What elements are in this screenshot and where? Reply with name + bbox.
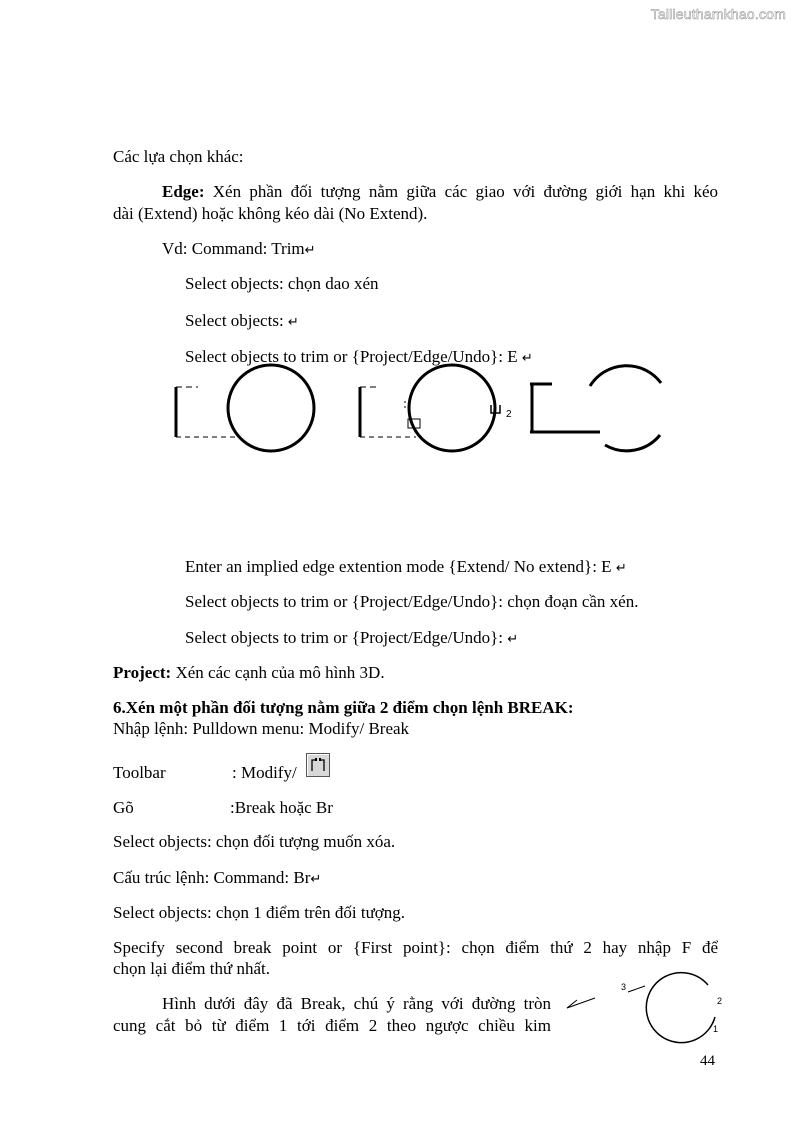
break-point-2-label: 2	[717, 996, 723, 1006]
figure-note-line1: Hình dưới đây đã Break, chú ý rằng với đường tròn	[162, 994, 551, 1013]
select-objects-line1: Select objects: chọn dao xén	[185, 274, 379, 293]
select-objects-line2	[185, 310, 299, 334]
project-label: Project:	[113, 663, 172, 682]
break-point-1-label: 1	[713, 1024, 719, 1034]
toolbar-label: Toolbar	[113, 763, 166, 782]
toolbar-value: : Modify/	[232, 763, 297, 782]
section-heading: 6.Xén một phần đối tượng nằm giữa 2 điểm chọn lệnh BREAK:	[113, 698, 574, 717]
trim-panel-before	[176, 365, 314, 451]
enter-icon: ↵	[615, 561, 627, 576]
specify-line2: chọn lại điểm thứ nhất.	[113, 959, 270, 978]
select-objects-text3: Select objects to trim or {Project/Edge/Undo}: E	[185, 347, 522, 366]
select-objects-text2: Select objects:	[185, 311, 288, 330]
structure-text: Cấu trúc lệnh: Command: Br	[113, 868, 311, 887]
select-trim-line2	[185, 627, 518, 651]
go-label: Gõ	[113, 798, 134, 817]
trim-figure	[160, 355, 680, 460]
structure-line	[113, 867, 321, 891]
other-options-text: Các lựa chọn khác:	[113, 147, 244, 166]
enter-icon: ↵	[310, 872, 322, 887]
trim-panel-after	[530, 366, 661, 451]
input-command-line: Nhập lệnh: Pulldown menu: Modify/ Break	[113, 719, 410, 738]
select-delete-line: Select objects: chọn đối tượng muốn xóa.	[113, 832, 396, 851]
enter-icon: ↵	[287, 315, 299, 330]
enter-implied-text: Enter an implied edge extention mode {Extend/ No extend}: E	[185, 557, 616, 576]
go-value: :Break hoặc Br	[230, 798, 333, 817]
trim-panel-select	[360, 365, 512, 451]
vd-command-line	[162, 238, 316, 262]
specify-line1: Specify second break point or {First point}: chọn điểm thứ 2 hay nhập F để	[113, 938, 718, 957]
edge-label: Edge:	[162, 182, 205, 201]
edge-paragraph-line2: dài (Extend) hoặc không kéo dài (No Extend).	[113, 204, 428, 223]
project-line	[113, 662, 385, 684]
select-trim-text2: Select objects to trim or {Project/Edge/Undo}:	[185, 628, 508, 647]
page-number: 44	[700, 1053, 715, 1069]
select-point-line: Select objects: chọn 1 điểm trên đối tượng.	[113, 903, 406, 922]
enter-icon: ↵	[304, 243, 316, 258]
figure-note-line2: cung cắt bỏ từ điểm 1 tới điểm 2 theo ngược chiều kim	[113, 1016, 551, 1035]
break-tool-icon	[306, 753, 330, 777]
vd-command-text: Vd: Command: Trim	[162, 239, 305, 258]
watermark: Tailieuthamkhao.com	[650, 6, 786, 22]
enter-icon: ↵	[521, 351, 533, 366]
edge-paragraph-line1	[162, 181, 718, 203]
select-trim-line1: Select objects to trim or {Project/Edge/Undo}: chọn đoạn cần xén.	[185, 592, 639, 611]
project-text: Xén các cạnh của mô hình 3D.	[171, 663, 385, 682]
break-circle-figure	[565, 970, 735, 1050]
break-point-3-label: 3	[621, 982, 627, 992]
enter-implied-line	[185, 556, 627, 580]
break-glyph-icon	[307, 754, 329, 776]
edge-text: Xén phần đối tượng nằm giữa các giao với đường giới hạn khi kéo	[204, 182, 718, 201]
enter-icon: ↵	[507, 632, 519, 647]
trim-point-label: 2	[506, 409, 512, 420]
